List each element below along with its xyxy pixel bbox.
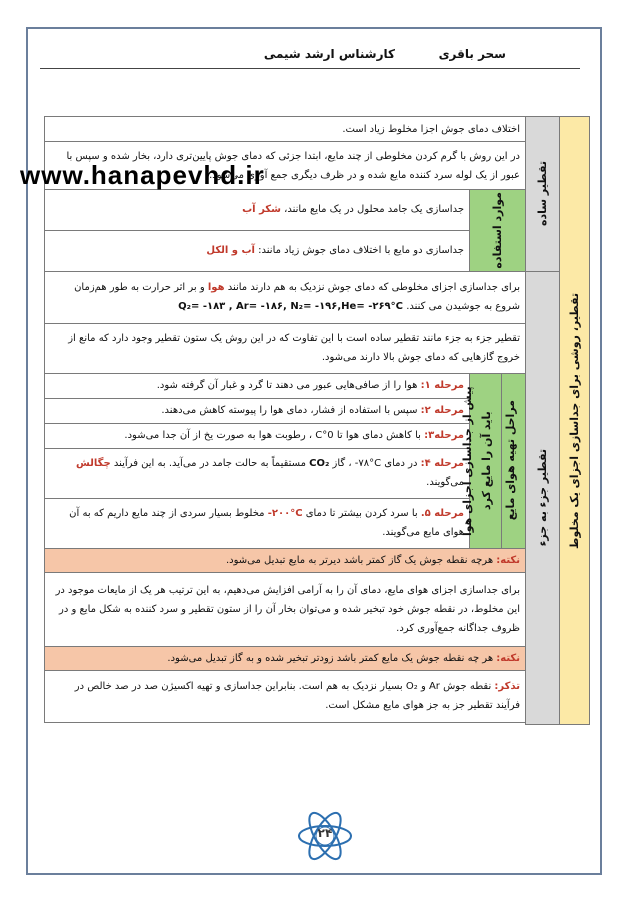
note-2: نکته: هر چه نقطه جوش یک مایع کمتر باشد زودتر تبخیر شده و به گاز تبدیل می‌شود. (45, 646, 526, 670)
uses-label: موارد استفاده (470, 190, 526, 272)
use-2: جداسازی دو مایع با اختلاف دمای جوش زیاد مانند: آب و الکل (45, 230, 470, 271)
header-author: سحر باقری (438, 47, 506, 61)
boiling-points: Q₂= -۱۸۳ , Ar= -۱۸۶, N₂= -۱۹۶,He= -۲۶۹°C (178, 301, 403, 313)
step-4: مرحله ۴: در دمای ‎-۷۸°C‎ ، گاز CO₂ مستقیماً به حالت جامد در می‌آید. به این فرآیند چگالش می‌گویند. (45, 448, 470, 498)
row-simple-desc: در این روش با گرم کردن مخلوطی از چند مایع، ابتدا جزئی که دمای جوش پایین‌تری دارد، بخار شده و سپس با عبور از یک لوله سرد کننده مایع شده و در ظرف دیگری جمع آوری می‌شود. (45, 142, 526, 190)
note-1: نکته: هرچه نقطه جوش یک گاز کمتر باشد دیرتر به مایع تبدیل می‌شود. (45, 548, 526, 572)
row-fractional-desc: تقطیر جزء به جزء مانند تقطیر ساده است با این تفاوت که در این روش یک ستون تقطیر وجود دارد که مانع از خروج گازهایی که دمای جوش بالا دارند می‌شود. (45, 323, 526, 373)
step-2: مرحله ۲: سپس با استفاده از فشار، دمای هوا را پیوسته کاهش می‌دهند. (45, 398, 470, 423)
page-number-badge (295, 806, 355, 866)
header-divider (40, 68, 580, 69)
watermark-url: www.hanapevhd.ir (20, 160, 265, 190)
side-simple: تقطیر ساده (526, 117, 560, 272)
row-fractional-use: برای جداسازی اجزای مخلوطی که دمای جوش نزدیک به هم دارند مانند هوا و بر اثر حرارت به طور هم‌زمان شروع به جوشیدن می کنند. Q₂= -۱۸۳ , Ar= -۱۸۶, N₂= -۱۹۶,He= -۲۶۹°C (45, 271, 526, 323)
side-outer: تقطیر، روشی برای جداسازی اجزای یک مخلوط (560, 117, 590, 725)
prep-label: مراحل تهیه هوای مایع (502, 373, 526, 548)
use-1: جداسازی یک جامد محلول در یک مایع مانند، شکر آب (45, 190, 470, 231)
side-fractional: تقطیر جزء به جزء (526, 271, 560, 725)
step-3: مرحله۳: با کاهش دمای هوا تا 0°C ، رطوبت هوا به صورت یخ از آن جدا می‌شود. (45, 423, 470, 448)
step-1: مرحله ۱: هوا را از صافی‌هایی عبور می دهند تا گرد و غبار آن گرفته شود. (45, 373, 470, 398)
step-5: مرحله ۵. با سرد کردن بیشتر تا دمای ‎-۲۰۰°C‎ مخلوط بسیار سردی از چند مایع داریم که به آن هوای مایع می‌گویند. (45, 498, 470, 548)
page-number: ۲۴ (317, 826, 333, 840)
row-condition: اختلاف دمای جوش اجزا مخلوط زیاد است. (45, 117, 526, 142)
page-header (28, 29, 600, 85)
content-table (44, 116, 590, 725)
header-title: کارشناس ارشد شیمی (263, 47, 395, 61)
row-separation: برای جداسازی اجزای هوای مایع، دمای آن را به آرامی افزایش می‌دهیم، به این ترتیب هر یک از مایعات موجود در این مخلوط، در نقطه جوش خود تبخیر شده و می‌توان بخار آن را از ستون تقطیر و سرد کننده به شکل مایع و در ظروف جداگانه جمع‌آوری کرد. (45, 572, 526, 646)
reminder: تذکر: نقطه جوش Ar و O₂ بسیار نزدیک به هم است. بنابراین جداسازی و تهیه اکسیژن صد در صد خالص در فرآیند تقطیر جز به جز هوای مایع مشکل است. (45, 670, 526, 722)
before-label: پیش از جداسازی اجزای هوا باید آن را مایع کرد (470, 373, 502, 548)
